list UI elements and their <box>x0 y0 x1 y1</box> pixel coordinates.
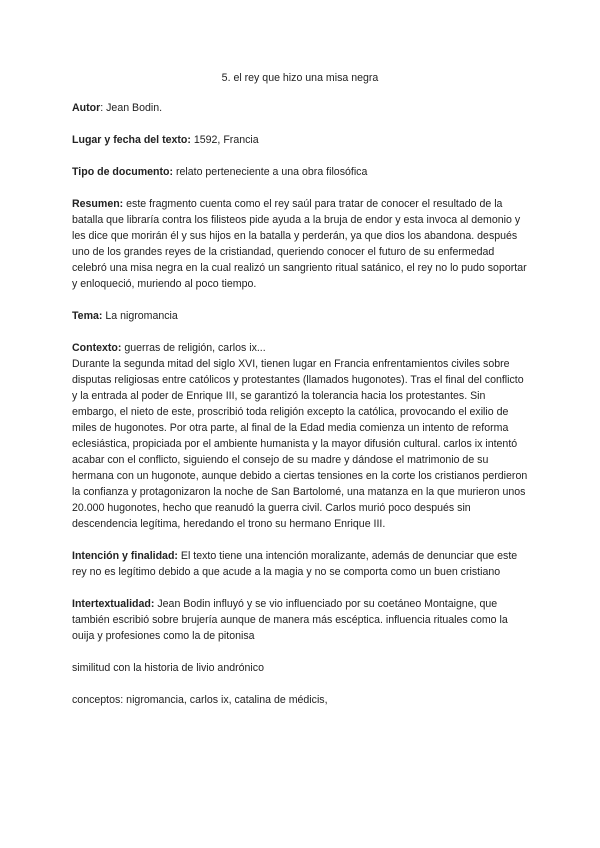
resumen-paragraph <box>72 196 528 292</box>
contexto-label: Contexto: <box>72 342 122 354</box>
resumen-label: Resumen: <box>72 198 124 210</box>
conceptos-line: conceptos: nigromancia, carlos ix, catalina de médicis, <box>72 694 328 706</box>
intencion-paragraph <box>72 548 528 580</box>
tipo-line <box>72 164 528 180</box>
autor-line <box>72 100 528 116</box>
autor-value: : Jean Bodin. <box>100 102 163 114</box>
intertextualidad-paragraph <box>72 596 528 644</box>
document-page <box>72 70 528 724</box>
intencion-label: Intención y finalidad: <box>72 550 178 562</box>
intencion-value: El texto tiene una intención moralizante, además de denunciar que este rey no es legítimo debido a que acude a la magia y no se comporta como un buen cristiano <box>72 550 518 578</box>
intertextualidad-label: Intertextualidad: <box>72 598 155 610</box>
lugar-value: 1592, Francia <box>190 134 259 146</box>
lugar-label: Lugar y fecha del texto: <box>72 134 191 146</box>
tipo-value: relato perteneciente a una obra filosófica <box>173 166 368 178</box>
contexto-line <box>72 340 528 356</box>
contexto-section <box>72 340 528 532</box>
resumen-value: este fragmento cuenta como el rey saúl para tratar de conocer el resultado de la batalla que libraría contra los filisteos pide ayuda a la bruja de endor y esta invoca al demonio y les dice que morirán él y sus hijos en la batalla y perderán, ya que dios los abandona. después uno de los grandes reyes de la cristiandad, queriendo conocer el futuro de su enfermedad celebró una misa negra en la cual realizó un sangriento ritual satánico, el rey no lo pudo soportar y enloqueció, muriendo al poco tiempo. <box>72 198 527 290</box>
tema-value: La nigromancia <box>102 310 178 322</box>
document-title: 5. el rey que hizo una misa negra <box>221 72 379 84</box>
autor-label: Autor <box>72 102 101 114</box>
contexto-value: guerras de religión, carlos ix... <box>121 342 266 354</box>
contexto-body: Durante la segunda mitad del siglo XVI, tienen lugar en Francia enfrentamientos civiles sobre disputas religiosas entre católicos y protestantes (llamados hugonotes). Tras el final del conflicto y la entrada al poder de Enrique III, se garantizó la tolerancia hacia los protestantes. Sin embargo, el nieto de este, proscribió toda religión excepto la católica, provocando el exilio de miles de hugonotes. Por otra parte, al final de la Edad media comienza un intento de reforma eclesiástica, propiciada por el ambiente humanista y la mayor difusión cultural. carlos ix intentó acabar con el conflicto, siguiendo el consejo de su madre y dándose el matrimonio de su hermana con un hugonote, aunque debido a ciertas tensiones en la corte los cristianos perdieron la confianza y protagonizaron la noche de San Bartolomé, una matanza en la que murieron unos 20.000 hugonotes, hecho que reanudó la guerra civil. Carlos murió poco después sin descendencia legítima, heredando el trono su hermano Enrique III. <box>72 358 528 530</box>
tipo-label: Tipo de documento: <box>72 166 174 178</box>
lugar-line <box>72 132 528 148</box>
tema-line <box>72 308 528 324</box>
intertextualidad-value: Jean Bodin influyó y se vio influenciado por su coetáneo Montaigne, que también escribió sobre brujería aunque de manera más escéptica. influencia rituales como la ouija y profesiones como la de pitonisa <box>72 598 508 642</box>
tema-label: Tema: <box>72 310 103 322</box>
similitud-line: similitud con la historia de livio andrónico <box>72 662 264 674</box>
